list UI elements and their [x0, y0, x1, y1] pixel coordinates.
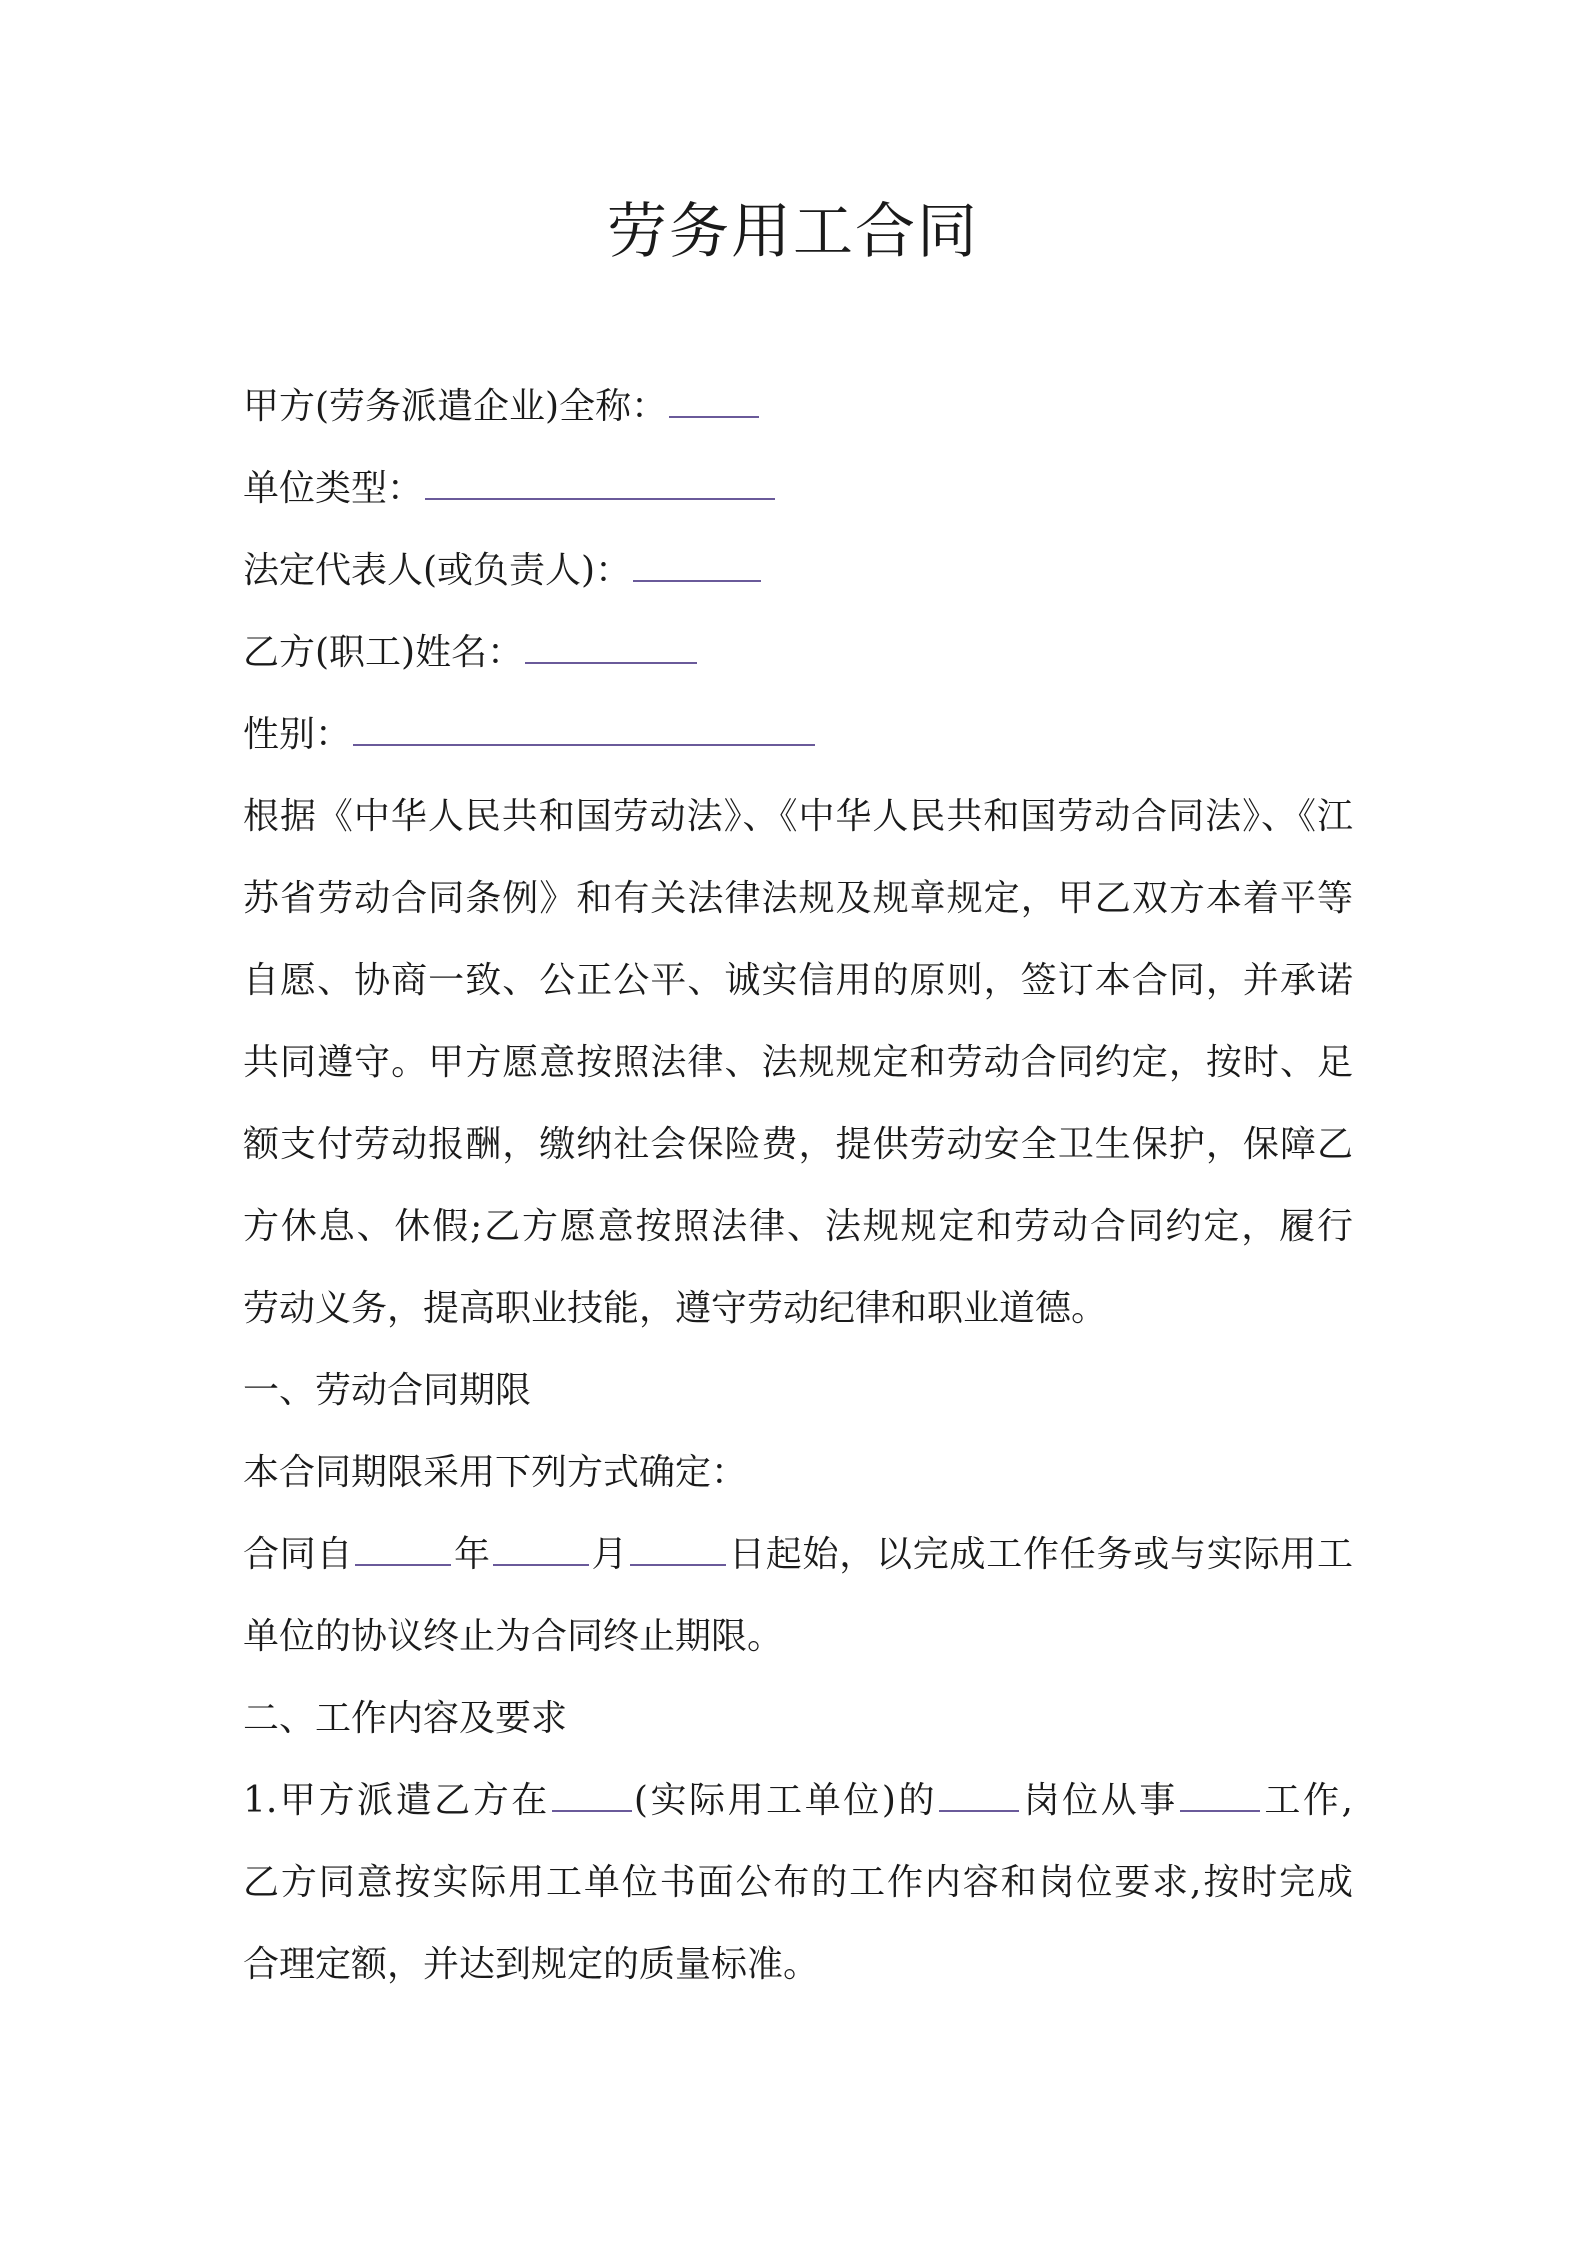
gender-blank[interactable] [353, 708, 815, 746]
preamble-line: 额支付劳动报酬，缴纳社会保险费，提供劳动安全卫生保护，保障乙 [243, 1124, 1353, 1165]
preamble-line: 劳动义务，提高职业技能，遵守劳动纪律和职业道德。 [243, 1288, 1108, 1329]
month-blank[interactable] [493, 1528, 589, 1566]
position-blank[interactable] [939, 1774, 1019, 1812]
unit-type-field [243, 448, 1353, 530]
section-2-item-1 [243, 1760, 1353, 1842]
section-1-intro: 本合同期限采用下列方式确定： [243, 1452, 748, 1493]
month-label: 月 [590, 1534, 629, 1575]
item-1-part-d: 工作, [1261, 1780, 1353, 1821]
preamble-line: 自愿、协商一致、公正公平、诚实信用的原则，签订本合同，并承诺 [243, 960, 1353, 1001]
document-title: 劳务用工合同 [607, 197, 979, 267]
section-2-item-1-line-2: 乙方同意按实际用工单位书面公布的工作内容和岗位要求,按时完成 [243, 1862, 1353, 1903]
year-blank[interactable] [355, 1528, 451, 1566]
gender-field [243, 694, 1353, 776]
party-b-label: 乙方(职工)姓名： [243, 632, 524, 673]
party-a-label: 甲方(劳务派遣企业)全称： [243, 386, 668, 427]
party-a-blank[interactable] [669, 380, 759, 418]
year-label: 年 [453, 1534, 491, 1575]
preamble-line: 方休息、休假;乙方愿意按照法律、法规规定和劳动合同约定，履行 [243, 1206, 1353, 1247]
legal-rep-blank[interactable] [633, 544, 761, 582]
preamble-line: 共同遵守。甲方愿意按照法律、法规规定和劳动合同约定，按时、足 [243, 1042, 1353, 1083]
unit-type-blank[interactable] [425, 462, 775, 500]
contract-term-line [243, 1514, 1353, 1596]
item-1-part-c: 岗位从事 [1021, 1780, 1178, 1821]
item-1-part-b: (实际用工单位)的 [633, 1780, 938, 1821]
section-2-item-1-line-3: 合理定额，并达到规定的质量标准。 [243, 1944, 820, 1985]
day-blank[interactable] [630, 1528, 726, 1566]
legal-rep-label: 法定代表人(或负责人)： [243, 550, 632, 591]
preamble-line: 根据《中华人民共和国劳动法》、《中华人民共和国劳动合同法》、《江 [243, 796, 1353, 837]
document-body [243, 366, 1353, 2006]
unit-type-label: 单位类型： [243, 468, 424, 509]
party-b-blank[interactable] [525, 626, 697, 664]
preamble-line: 苏省劳动合同条例》和有关法律法规及规章规定，甲乙双方本着平等 [243, 878, 1353, 919]
term-suffix: 日起始，以完成工作任务或与实际用工 [728, 1534, 1353, 1575]
employer-unit-blank[interactable] [552, 1774, 632, 1812]
work-blank[interactable] [1180, 1774, 1260, 1812]
term-prefix: 合同自 [243, 1534, 354, 1575]
legal-rep-field [243, 530, 1353, 612]
section-2-heading: 二、工作内容及要求 [243, 1698, 568, 1739]
gender-label: 性别： [243, 714, 352, 755]
party-b-field [243, 612, 1353, 694]
party-a-field [243, 366, 1353, 448]
contract-term-line-2: 单位的协议终止为合同终止期限。 [243, 1616, 784, 1657]
section-1-heading: 一、劳动合同期限 [243, 1370, 532, 1411]
item-1-part-a: 1.甲方派遣乙方在 [243, 1780, 550, 1821]
